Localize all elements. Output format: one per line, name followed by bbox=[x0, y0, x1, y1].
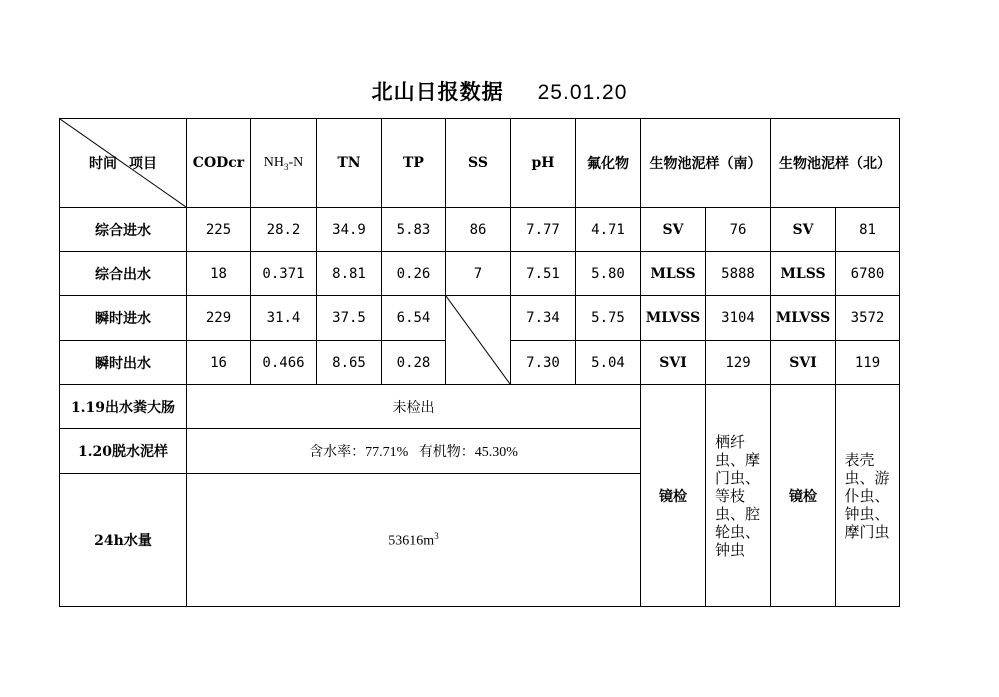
sludge-value: 含水率：77.71% 有机物：45.30% bbox=[187, 429, 641, 474]
cell-south-value: 5888 bbox=[706, 252, 771, 296]
cell-fluoride: 5.75 bbox=[576, 296, 641, 341]
cell-south-value: 3104 bbox=[706, 296, 771, 341]
cell-tp: 0.28 bbox=[382, 341, 446, 385]
flow-value-cell bbox=[187, 474, 641, 607]
row-label: 瞬时出水 bbox=[60, 341, 187, 385]
cell-nh3n: 0.371 bbox=[251, 252, 317, 296]
cell-south-key: MLSS bbox=[641, 252, 706, 296]
cell-ph: 7.51 bbox=[511, 252, 576, 296]
cell-tn: 8.81 bbox=[317, 252, 382, 296]
cell-cod: 16 bbox=[187, 341, 251, 385]
cell-cod: 229 bbox=[187, 296, 251, 341]
micro-south-cell bbox=[706, 385, 771, 607]
row-label: 瞬时进水 bbox=[60, 296, 187, 341]
cell-north-value: 3572 bbox=[836, 296, 900, 341]
cell-tn: 8.65 bbox=[317, 341, 382, 385]
cell-nh3n: 28.2 bbox=[251, 208, 317, 252]
micro-north-list: 表壳虫、游仆虫、钟虫、摩门虫 bbox=[844, 450, 890, 541]
daily-report-table bbox=[59, 118, 900, 607]
cell-tn: 34.9 bbox=[317, 208, 382, 252]
header-sludge-north: 生物池泥样（北） bbox=[771, 119, 900, 208]
micro-label-south: 镜检 bbox=[641, 385, 706, 607]
diagonal-line bbox=[446, 296, 510, 384]
ecoli-label: 1.19出水粪大肠 bbox=[60, 385, 187, 429]
cell-south-key: SV bbox=[641, 208, 706, 252]
cell-north-value: 81 bbox=[836, 208, 900, 252]
header-cod: CODcr bbox=[187, 119, 251, 208]
row-label: 综合出水 bbox=[60, 252, 187, 296]
table-row bbox=[60, 296, 900, 341]
row-label: 综合进水 bbox=[60, 208, 187, 252]
report-title bbox=[0, 76, 999, 106]
cell-fluoride: 5.04 bbox=[576, 341, 641, 385]
cell-north-key: MLVSS bbox=[771, 296, 836, 341]
header-ph: pH bbox=[511, 119, 576, 208]
micro-south-list: 栖纤虫、摩门虫、等枝虫、腔轮虫、钟虫 bbox=[715, 432, 761, 559]
cell-fluoride: 5.80 bbox=[576, 252, 641, 296]
cell-south-key: SVI bbox=[641, 341, 706, 385]
cell-north-key: SV bbox=[771, 208, 836, 252]
cell-ss: 7 bbox=[446, 252, 511, 296]
cell-ph: 7.77 bbox=[511, 208, 576, 252]
cell-fluoride: 4.71 bbox=[576, 208, 641, 252]
header-time: 时间 bbox=[89, 156, 117, 172]
flow-unit-sup: 3 bbox=[434, 530, 439, 541]
ecoli-value: 未检出 bbox=[187, 385, 641, 429]
cell-tp: 5.83 bbox=[382, 208, 446, 252]
cell-tn: 37.5 bbox=[317, 296, 382, 341]
cell-tp: 6.54 bbox=[382, 296, 446, 341]
header-item: 项目 bbox=[129, 156, 157, 172]
cell-tp: 0.26 bbox=[382, 252, 446, 296]
micro-north-cell bbox=[836, 385, 900, 607]
header-sludge-south: 生物池泥样（南） bbox=[641, 119, 771, 208]
cell-ss-empty bbox=[446, 296, 511, 385]
cell-north-key: MLSS bbox=[771, 252, 836, 296]
cell-ph: 7.34 bbox=[511, 296, 576, 341]
header-ss: SS bbox=[446, 119, 511, 208]
diagonal-header-cell bbox=[60, 119, 187, 208]
table-row bbox=[60, 252, 900, 296]
cell-north-key: SVI bbox=[771, 341, 836, 385]
cell-ph: 7.30 bbox=[511, 341, 576, 385]
cell-nh3n: 31.4 bbox=[251, 296, 317, 341]
cell-ss: 86 bbox=[446, 208, 511, 252]
cell-nh3n: 0.466 bbox=[251, 341, 317, 385]
header-tp: TP bbox=[382, 119, 446, 208]
header-row bbox=[60, 119, 900, 208]
cell-south-key: MLVSS bbox=[641, 296, 706, 341]
header-fluoride: 氟化物 bbox=[576, 119, 641, 208]
flow-value: 53616m bbox=[388, 533, 435, 549]
header-nh3n: $NH_3-N$ bbox=[251, 119, 317, 208]
micro-label-north: 镜检 bbox=[771, 385, 836, 607]
flow-label: 24h水量 bbox=[60, 474, 187, 607]
cell-north-value: 119 bbox=[836, 341, 900, 385]
title-text: 北山日报数据 bbox=[371, 79, 504, 104]
cell-cod: 225 bbox=[187, 208, 251, 252]
cell-north-value: 6780 bbox=[836, 252, 900, 296]
report-date: 25.01.20 bbox=[537, 81, 628, 104]
header-tn: TN bbox=[317, 119, 382, 208]
cell-south-value: 76 bbox=[706, 208, 771, 252]
table-row bbox=[60, 208, 900, 252]
sludge-label: 1.20脱水泥样 bbox=[60, 429, 187, 474]
cell-south-value: 129 bbox=[706, 341, 771, 385]
table-row bbox=[60, 385, 900, 429]
cell-cod: 18 bbox=[187, 252, 251, 296]
